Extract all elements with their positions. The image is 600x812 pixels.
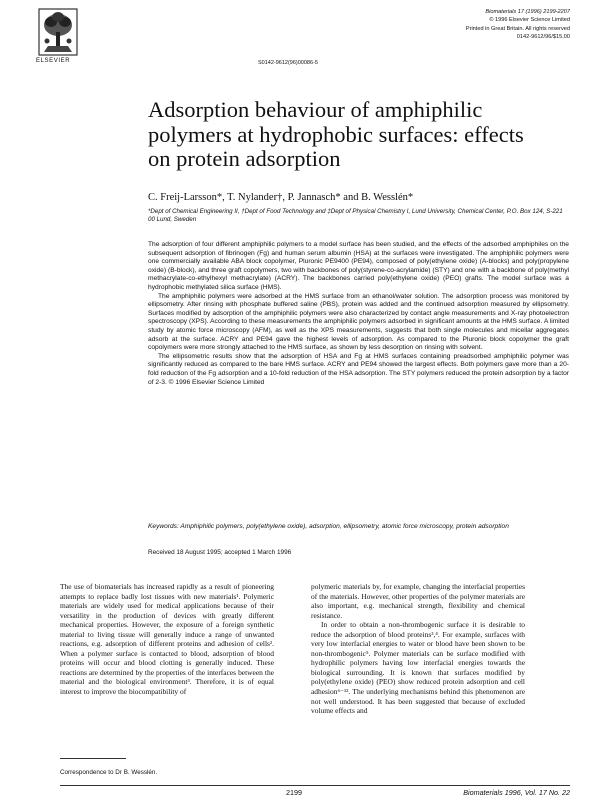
journal-header-block (466, 8, 570, 42)
body-paragraph: In order to obtain a non-thrombogenic surface it is desirable to reduce the adsorption of blood proteins³,⁴. For example, surfaces with very low interfacial energies to water or blood have been shown to be non-thrombogenic⁵. Polymer materials can be surface modified with hydrophilic polymers having low interfacial energies towards the biological surrounding. It is known that surfaces modified by poly(ethylene oxide) (PEO) show reduced protein adsorption and cell adhesion⁶⁻¹². The underlying mechanisms behind this phenomenon are not well understood. It has been suggested that because of excluded volume effects and (311, 620, 525, 716)
body-paragraph: The use of biomaterials has increased rapidly as a result of pioneering attempts to replace badly lost tissues with new materials¹. Polymeric materials are widely used for medical applications because of their versatility in the production of devices with greatly different mechanical properties. However, the exposure of a foreign synthetic material to living tissue will generally induce a range of unwanted reactions, e.g. adsorption of different proteins and adhesion of cells². When a polymer surface is contacted to blood, adsorption of blood proteins will occur and blood clotting is generally induced. These reactions are determined by the properties of the interfaces between the material and the biological environment³. Therefore, it is of equal interest to improve the biocompatibility of (60, 582, 274, 697)
abstract (148, 241, 569, 387)
elsevier-tree-logo (38, 8, 78, 56)
received-date: Received 18 August 1995; accepted 1 March 1996 (148, 549, 292, 556)
article-title: Adsorption behaviour of amphiphilic polymers at hydrophobic surfaces: effects on protein adsorption (148, 97, 524, 171)
abstract-paragraph: The ellipsometric results show that the adsorption of HSA and Fg at HMS surfaces containing preadsorbed amphiphilic polymer was significantly reduced as compared to the bare HMS surface. ACRY and PE94 showed the largest effects. Both polymers gave more than a 20-fold reduction of the Fg adsorption and a 10-fold reduction of the HSA adsorption. The STY polymers reduced the protein adsorption by a factor of 2-3. © 1996 Elsevier Science Limited (148, 352, 569, 386)
author-affiliation: *Dept of Chemical Engineering II, †Dept of Food Technology and ‡Dept of Physical Chemistry I, Lund University, Chemical Center, P.O. Box 124, S-221 00 Lund, Sweden (148, 208, 563, 223)
correspondence-footnote: Correspondence to Dr B. Wesslén. (60, 769, 158, 776)
journal-footer: Biomaterials 1996, Vol. 17 No. 22 (463, 788, 570, 797)
copyright-line: © 1996 Elsevier Science Limited (489, 17, 570, 24)
pii-code: S0142-9612(96)00086-5 (258, 60, 318, 66)
body-column-left (60, 582, 274, 697)
author-list: C. Freij-Larsson*, T. Nylander†, P. Jannasch* and B. Wesslén* (148, 192, 414, 203)
body-paragraph: polymeric materials by, for example, changing the interfacial properties of the materials. However, other properties of the polymer materials are also important, e.g. mechanical strength, flexibility and chemical resistance. (311, 582, 525, 620)
abstract-paragraph: The amphiphilic polymers were adsorbed at the HMS surface from an ethanol/water solution. The adsorption process was monitored by ellipsometry. After rinsing with phosphate buffered saline (PBS), protein was added and the continued adsorption measured by ellipsometry. Surfaces modified by adsorption of the amphiphilic polymers were also characterized by contact angle measurements and X-ray photoelectron spectroscopy (XPS). According to these measurements the amphiphilic polymers adsorbed in significant amounts at the HMS surface. A limited study by atomic force microscopy (AFM), as well as the XPS measurements, suggests that both single molecules and micellar aggregates adsorb at the surface. ACRY and PE94 gave the highest levels of adsorption. As compared to the Pluronic block copolymer the graft copolymers were more strongly attached to the HMS surface, as shown by less desorption on rinsing with solvent. (148, 292, 569, 352)
issn-line: 0142-9612/96/$15.00 (516, 34, 570, 41)
footer-divider (60, 785, 570, 786)
journal-reference: Biomaterials 17 (1996) 2199-2207 (485, 9, 570, 15)
abstract-paragraph: The adsorption of four different amphiphilic polymers to a model surface has been studied, and the effects of the adsorbed amphiphiles on the subsequent adsorption of fibrinogen (Fg) and human serum albumin (HSA) at the surfaces were investigated. The amphiphilic polymers were one commercially available ABA block copolymer, Pluronic PE9400 (PE94), composed of poly(ethylene oxide) (A-blocks) and poly(propylene oxide) (B-block), and three graft copolymers, two with backbones of poly(styrene-co-acrylamide) (STY) and one with a backbone of poly(methyl methacrylate-co-ethylhexyl methacrylate) (ACRY). The backbones carried poly(ethylene oxide) (PEO) grafts. The model surface was a hydrophobic methylated silica surface (HMS). (148, 241, 569, 291)
printed-line: Printed in Great Britain. All rights reserved (465, 25, 570, 32)
body-column-right (311, 582, 525, 716)
page-number: 2199 (286, 788, 302, 797)
footnote-divider (60, 758, 126, 759)
keywords: Keywords: Amphiphilic polymers, poly(ethylene oxide), adsorption, ellipsometry, atomic force microscopy, protein adsorption (148, 523, 509, 530)
publisher-logo-text: ELSEVIER (36, 58, 71, 64)
